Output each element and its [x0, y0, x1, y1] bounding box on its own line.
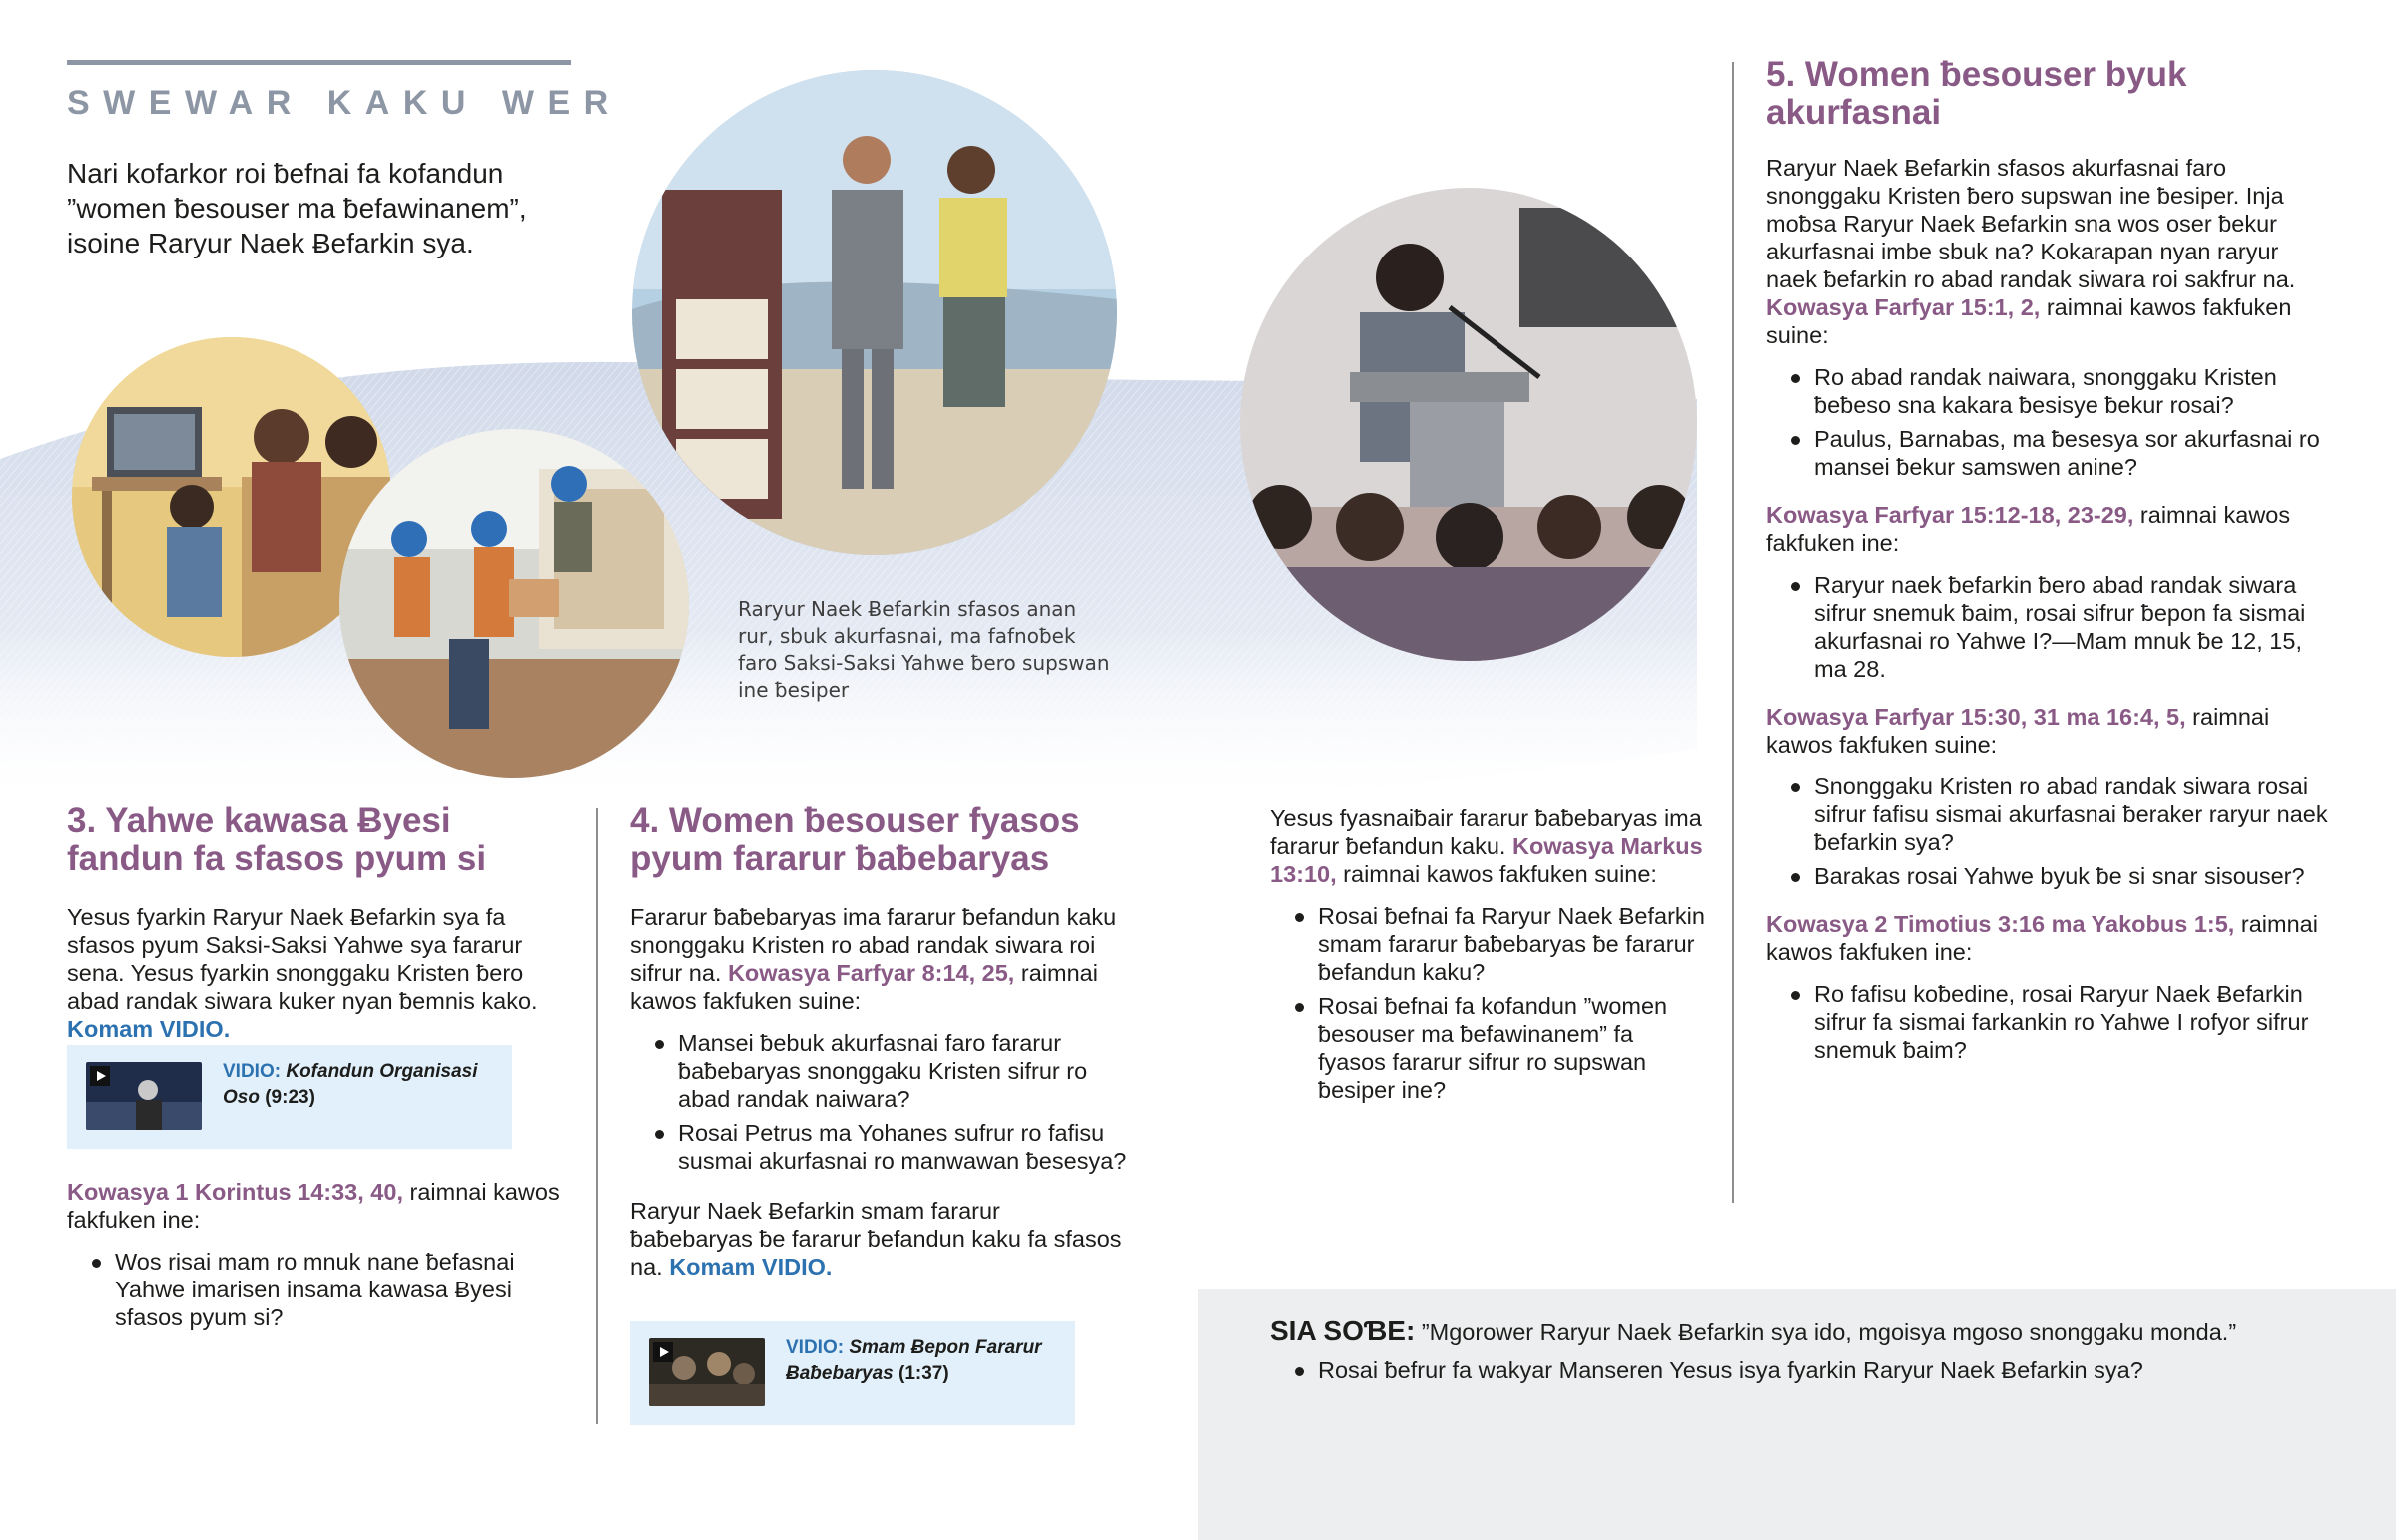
section-3: [67, 802, 566, 1043]
middle-scripture-ref[interactable]: Kowasya Markus 13:10,: [1270, 833, 1703, 887]
question-item: Raryur naek ƀefarkin ƀero abad randak siwara sifrur snemuk ƀaim, rosai sifrur ƀepon fa sismai akurfasnai ro Yahwe I?—Mam mnuk ƀe 12, 15, ma 28.: [1766, 571, 2331, 683]
section-5-body: Raryur Naek Ƀefarkin sfasos akurfasnai faro snonggaku Kristen ƀero supswan ine ƀesiper. Inja moƀsa Raryur Naek Ƀefarkin sna wos oser ƀekur akurfasnai imbe sbuk na? Kokarapan nyan raryur naek ƀefarkin ro abad randak siwara roi sakfrur na. Kowasya Farfyar 15:1, 2, raimnai kawos fakfuken suine:: [1766, 155, 2296, 348]
kicker-rule: [67, 60, 571, 65]
video-thumbnail[interactable]: [649, 1338, 765, 1406]
section-5-scripture-ref-2[interactable]: Kowasya Farfyar 15:12-18, 23-29,: [1766, 502, 2134, 528]
question-item: Wos risai mam ro mnuk nane ƀefasnai Yahwe imarisen insama kawasa Ƀyesi sfasos pyum si?: [67, 1248, 566, 1331]
section-4-heading: 4. Women ƀesouser fyasos pyum fararur ƀaƀebaryas: [630, 801, 1080, 878]
sia-sobe-label: SIA SOƁE:: [1270, 1315, 1416, 1346]
section-4: [630, 802, 1129, 1281]
question-item: Snonggaku Kristen ro abad randak siwara rosai sifrur fafisu sismai akurfasnai ƀeraker raryur naek ƀefarkin sya?: [1766, 772, 2331, 856]
section-3-heading: 3. Yahwe kawasa Ƀyesi fandun fa sfasos pyum si: [67, 801, 487, 878]
question-item: Rosai ƀefrur fa wakyar Manseren Yesus isya fyarkin Raryur Naek Ƀefarkin sya?: [1270, 1356, 2368, 1384]
section-3-questions: Kowasya 1 Korintus 14:33, 40, raimnai kawos fakfuken ine: Wos risai mam ro mnuk nane ƀefasnai Yahwe imarisen insama kawasa Ƀyesi sfasos pyum si?: [67, 1178, 566, 1337]
section-5-heading: 5. Women ƀesouser byuk akurfasnai: [1766, 55, 2187, 132]
question-item: Barakas rosai Yahwe byuk ƀe si snar sisouser?: [1766, 862, 2331, 890]
section-5-scripture-ref-1[interactable]: Kowasya Farfyar 15:1, 2,: [1766, 294, 2041, 320]
elder-giving-talk-illustration: [1240, 188, 1697, 661]
section-4-body: Fararur ƀaƀebaryas ima fararur ƀefandun kaku snonggaku Kristen ro abad randak siwara roi sifrur na. Kowasya Farfyar 8:14, 25, raimnai kawos fakfuken suine:: [630, 904, 1117, 1014]
section-4-scripture-ref[interactable]: Kowasya Farfyar 8:14, 25,: [727, 960, 1015, 986]
section-5-scripture-ref-3[interactable]: Kowasya Farfyar 15:30, 31 ma 16:4, 5,: [1766, 704, 2186, 730]
section-3-video-link[interactable]: Komam VIDIO.: [67, 1016, 231, 1042]
middle-body: Yesus fyasnaiƀair fararur ƀaƀebaryas ima fararur ƀefandun kaku. Kowasya Markus 13:10, raimnai kawos fakfuken suine:: [1270, 805, 1703, 887]
illustration-caption: Raryur Naek Ƀefarkin sfasos anan rur, sbuk akurfasnai, ma fafnoƀek faro Saksi-Saksi Yahwe ƀero supswan ine ƀesiper: [738, 597, 1110, 702]
section-4-body-2: Raryur Naek Ƀefarkin smam fararur ƀaƀebaryas ƀe fararur ƀefandun kaku fa sfasos na. Komam VIDIO.: [630, 1198, 1122, 1280]
sia-sobe-content: [1270, 1317, 2368, 1390]
section-4-video-box[interactable]: [630, 1321, 1075, 1425]
question-item: Rosai Petrus ma Yohanes sufrur ro fafisu susmai akurfasnai ro manwawan ƀesesya?: [630, 1119, 1129, 1175]
play-icon[interactable]: [653, 1342, 673, 1362]
section-4-video-link[interactable]: Komam VIDIO.: [669, 1254, 833, 1280]
section-5: 5. Women ƀesouser byuk akurfasnai Raryur Naek Ƀefarkin sfasos akurfasnai faro snonggaku Kristen ƀero supswan ine ƀesiper. Inja moƀsa Raryur Naek Ƀefarkin sna wos oser ƀekur akurfasnai imbe sbuk na? Kokarapan nyan raryur naek ƀefarkin ro abad randak siwara roi sakfrur na. Kowasya Farfyar 15:1, 2, raimnai kawos fakfuken suine: Ro abad randak naiwara, snonggaku Kristen ƀeƀeso sna kakara ƀesisye ƀekur rosai? Paulus, Barnabas, ma ƀesesya sor akurfasnai ro mansei ƀekur samswen anine? Kowasya Farfyar 15:12-18, 23-29, raimnai kawos fakfuken ine: Raryur naek ƀefarkin ƀero abad randak siwara sifrur snemuk ƀaim, rosai sifrur ƀepon fa sismai akurfasnai ro Yahwe I?—Mam mnuk ƀe 12, 15, ma 28. Kowasya Farfyar 15:30, 31 ma 16:4, 5, raimnai kawos fakfuken suine: Snonggaku Kristen ro abad randak siwara rosai sifrur fafisu sismai akurfasnai ƀeraker raryur naek ƀefarkin sya? Barakas rosai Yahwe byuk ƀe si snar sisouser? Kowasya 2 Timotius 3:16 ma Yakobus 1:5, raimnai kawos fakfuken ine: Ro fafisu koƀedine, rosai Raryur Naek Ƀefarkin sifrur fa sismai farkankin ro Yahwe I rofyor sifrur snemuk ƀaim?: [1766, 56, 2331, 1070]
sia-sobe-text: ”Mgorower Raryur Naek Ƀefarkin sya ido, mgoisya mgoso snonggaku monda.”: [1421, 1319, 2237, 1345]
section-3-scripture-ref[interactable]: Kowasya 1 Korintus 14:33, 40,: [67, 1179, 403, 1205]
section-4-video-caption: VIDIO: Smam Ƀepon Fararur Ƀaƀebaryas (1:37): [786, 1337, 1042, 1384]
section-3-video-caption: VIDIO: Kofandun Organisasi Oso (9:23): [223, 1061, 478, 1108]
question-item: Ro abad randak naiwara, snonggaku Kristen ƀeƀeso sna kakara ƀesisye ƀekur rosai?: [1766, 363, 2331, 419]
column-divider-2: [1732, 62, 1734, 1203]
middle-column: [1270, 804, 1707, 1110]
lesson-kicker: SWEWAR KAKU WER: [67, 84, 622, 122]
section-5-scripture-ref-4[interactable]: Kowasya 2 Timotius 3:16 ma Yakobus 1:5,: [1766, 911, 2235, 937]
intro-text: Nari kofarkor roi ƀefnai fa kofandun ”women ƀesouser ma ƀefawinanem”, isoine Raryur Naek Ƀefarkin sya.: [67, 158, 527, 258]
video-thumbnail[interactable]: [86, 1062, 202, 1130]
section-3-body: Yesus fyarkin Raryur Naek Ƀefarkin sya fa sfasos pyum Saksi-Saksi Yahwe sya fararur sena. Yesus fyarkin snonggaku Kristen ƀero abad randak siwara kuker nyan ƀemnis kako. Komam VIDIO.: [67, 904, 538, 1042]
question-item: Ro fafisu koƀedine, rosai Raryur Naek Ƀefarkin sifrur fa sismai farkankin ro Yahwe I rofyor sifrur snemuk ƀaim?: [1766, 980, 2331, 1064]
play-icon[interactable]: [90, 1066, 110, 1086]
column-divider-1: [596, 808, 598, 1424]
section-3-video-box[interactable]: [67, 1045, 512, 1149]
question-item: Paulus, Barnabas, ma ƀesesya sor akurfasnai ro mansei ƀekur samswen anine?: [1766, 425, 2331, 481]
volunteers-unloading-illustration: [339, 429, 689, 778]
question-item: Rosai ƀefnai fa Raryur Naek Ƀefarkin smam fararur ƀaƀebaryas ƀe fararur ƀefandun kaku?: [1270, 902, 1707, 986]
question-item: Rosai ƀefnai fa kofandun ”women ƀesouser ma ƀefawinanem” fa fyasos fararur sifrur ro supswan ƀesiper ine?: [1270, 992, 1707, 1104]
question-item: Mansei ƀebuk akurfasnai faro fararur ƀaƀebaryas snonggaku Kristen sifrur ro abad randak naiwara?: [630, 1029, 1129, 1113]
couple-with-literature-cart-illustration: [632, 70, 1117, 555]
